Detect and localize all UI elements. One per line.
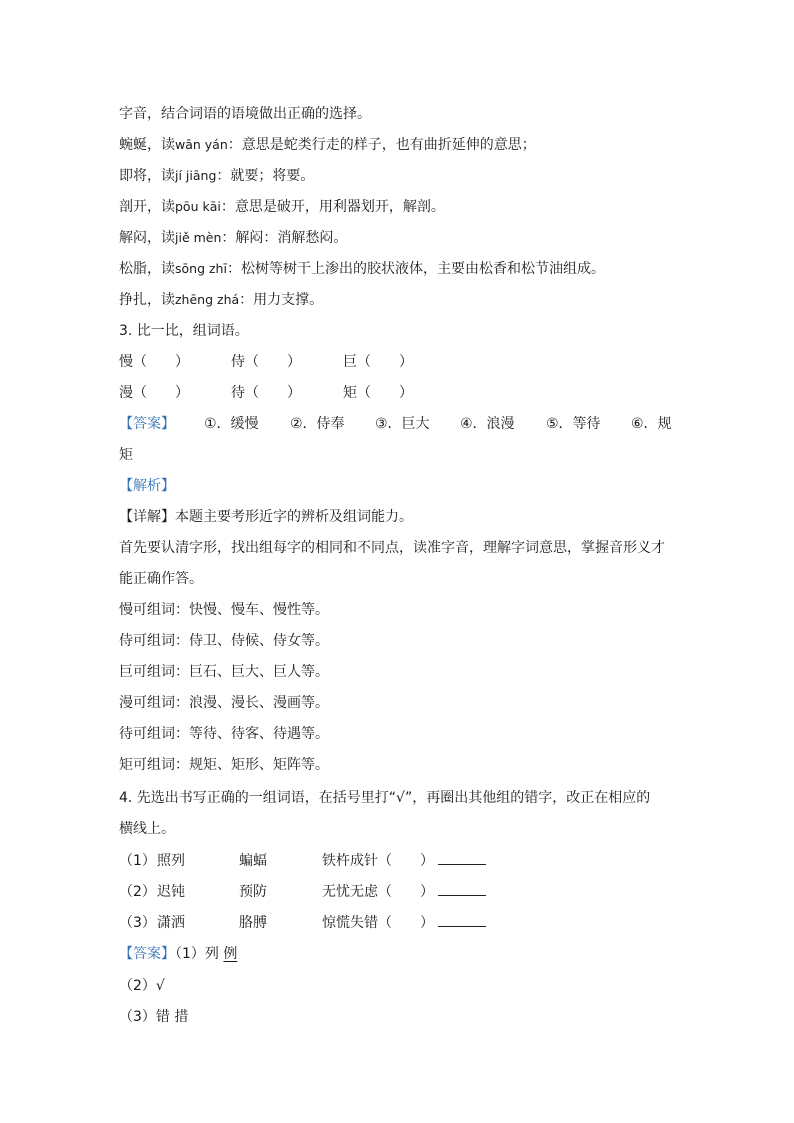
note-pinyin: jí jiāng	[175, 168, 217, 183]
group-line: 漫可组词：浪漫、漫长、漫画等。	[119, 695, 329, 711]
q4-num: （1）	[119, 853, 156, 869]
q3-item: 侍（ ）	[231, 354, 301, 370]
note-pinyin: sōng zhī	[175, 261, 227, 276]
note-word: 挣扎	[119, 292, 147, 308]
q3-item: 待（ ）	[231, 385, 301, 401]
note-word: 松脂	[119, 261, 147, 277]
note-meaning: 用力支撑。	[253, 292, 324, 308]
q4-answer-line: 【答案】（1）列 例	[119, 946, 238, 962]
q4-word: 无忧无虑（ ）	[322, 882, 486, 902]
note-meaning: 意思是蛇类行走的样子，也有曲折延伸的意思；	[241, 137, 536, 153]
q4-word: 胳膊	[239, 915, 267, 931]
note-pinyin: jiě mèn	[175, 230, 222, 245]
explain-paragraph-cont: 能正确作答。	[119, 571, 203, 587]
q4-num: （2）	[119, 884, 156, 900]
q3-title: 3. 比一比，组词语。	[119, 323, 249, 339]
group-line: 待可组词：等待、待客、待遇等。	[119, 726, 329, 742]
q4-word: 潇洒	[157, 915, 185, 931]
note-pinyin: wān yán	[175, 137, 228, 152]
intro-line: 字音，结合词语的语境做出正确的选择。	[119, 106, 371, 122]
answer-item: ⑤．等待	[546, 416, 601, 432]
note-word: 即将	[119, 168, 147, 184]
q4-num: （3）	[119, 915, 156, 931]
word-note: 挣扎，读zhēng zhá：用力支撑。	[119, 292, 324, 308]
q3-item: 漫（ ）	[119, 385, 189, 401]
q4-answer-line: （3）错 措	[119, 1009, 189, 1025]
q4-title-cont: 横线上。	[119, 821, 175, 837]
answer-tag: 【答案】	[119, 416, 175, 432]
note-word: 蜿蜒	[119, 137, 147, 153]
note-word: 剖开	[119, 199, 147, 215]
note-meaning: 意思是破开，用利器划开，解剖。	[234, 199, 445, 215]
q4-word: 照列	[157, 853, 185, 869]
corrected-char: 例	[223, 946, 238, 962]
q4-word: 惊慌失错（ ）	[322, 913, 486, 933]
note-meaning: 就要；将要。	[230, 168, 315, 184]
group-line: 巨可组词：巨石、巨大、巨人等。	[119, 664, 329, 680]
word-note: 松脂，读sōng zhī：松树等树干上渗出的胶状液体，主要由松香和松节油组成。	[119, 261, 605, 277]
answer-item: ②．侍奉	[290, 416, 345, 432]
answer-blank	[438, 894, 486, 896]
answer-blank	[438, 863, 486, 865]
answer-blank	[438, 925, 486, 927]
q3-item: 慢（ ）	[119, 354, 189, 370]
q4-answer-line: （2）√	[119, 978, 165, 994]
answer-continuation: 矩	[119, 447, 133, 463]
answer-item: ③．巨大	[375, 416, 430, 432]
answer-item: ④．浪漫	[460, 416, 515, 432]
word-note: 即将，读jí jiāng：就要；将要。	[119, 168, 315, 184]
note-pinyin: zhēng zhá	[175, 292, 240, 307]
word-note: 解闷，读jiě mèn：解闷：消解愁闷。	[119, 230, 348, 246]
group-line: 侍可组词：侍卫、侍候、侍女等。	[119, 633, 329, 649]
detail-line: 【详解】本题主要考形近字的辨析及组词能力。	[119, 509, 413, 525]
q4-word: 铁杵成针（ ）	[322, 851, 486, 871]
q4-title: 4. 先选出书写正确的一组词语，在括号里打“√”，再圈出其他组的错字，改正在相应的	[119, 790, 651, 806]
q3-item: 矩（ ）	[343, 385, 413, 401]
note-word: 解闷	[119, 230, 147, 246]
answer-item: ①．缓慢	[204, 416, 259, 432]
note-meaning: 解闷：消解愁闷。	[235, 230, 348, 246]
note-pinyin: pōu kāi	[175, 199, 221, 214]
explain-paragraph: 首先要认清字形，找出组每字的相同和不同点，读准字音，理解字词意思，掌握音形义才	[119, 540, 665, 556]
answer-tag: 【答案】	[119, 946, 175, 962]
note-meaning: 松树等树干上渗出的胶状液体，主要由松香和松节油组成。	[240, 261, 605, 277]
q4-word: 预防	[239, 884, 267, 900]
word-note: 蜿蜒，读wān yán：意思是蛇类行走的样子，也有曲折延伸的意思；	[119, 137, 536, 153]
group-line: 慢可组词：快慢、慢车、慢性等。	[119, 602, 329, 618]
q3-item: 巨（ ）	[343, 354, 413, 370]
q4-word: 蝙蝠	[239, 853, 267, 869]
q4-word: 迟钝	[157, 884, 185, 900]
word-note: 剖开，读pōu kāi：意思是破开，用利器划开，解剖。	[119, 199, 445, 215]
answer-item: ⑥．规	[631, 416, 672, 432]
analysis-tag: 【解析】	[119, 478, 175, 494]
wrong-char: 列	[204, 946, 219, 962]
group-line: 矩可组词：规矩、矩形、矩阵等。	[119, 757, 329, 773]
